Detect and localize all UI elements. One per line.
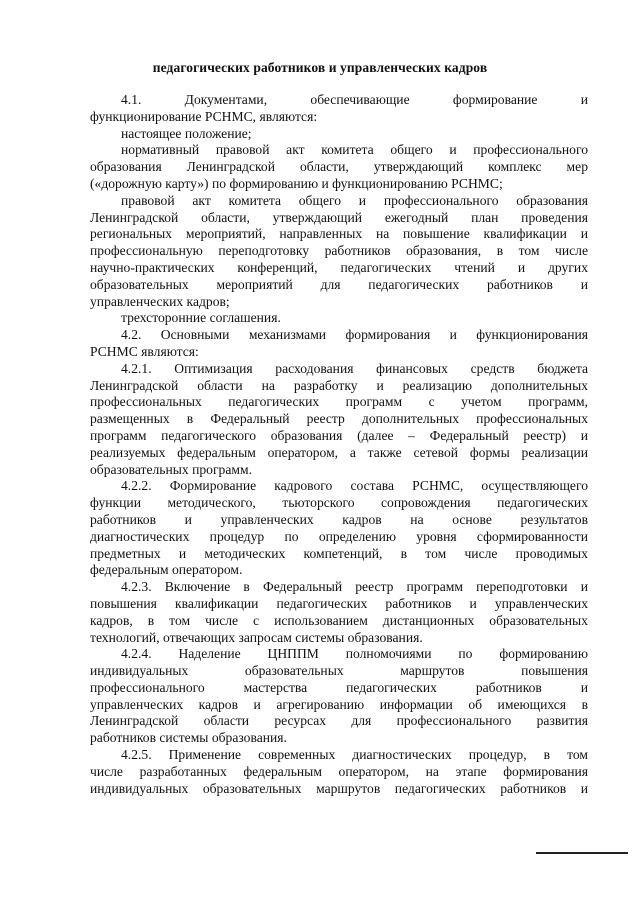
text-line: профессиональных педагогических программ с учетом программ,: [90, 394, 588, 410]
text-line: образовательных мероприятий для педагогических работников и: [90, 276, 588, 292]
text-line: технологий, отвечающих запросам системы образования.: [90, 629, 423, 645]
text-line: 4.2.3. Включение в Федеральный реестр программ переподготовки и: [121, 579, 588, 595]
document-body: [90, 92, 588, 797]
text-line: образовательных программ.: [90, 461, 252, 477]
text-line: управленческих кадров;: [90, 293, 230, 309]
text-line: трехсторонние соглашения.: [121, 310, 281, 326]
text-line: индивидуальных образовательных маршрутов повышения: [90, 663, 588, 679]
text-line: нормативный правовой акт комитета общего и профессионального: [121, 142, 588, 158]
text-line: управленческих кадров и агрегированию информации об имеющихся в: [90, 696, 588, 712]
text-line: предметных и методических компетенций, в том числе проводимых: [90, 545, 588, 561]
text-line: профессионального мастерства педагогических работников и: [90, 679, 588, 695]
text-line: настоящее положение;: [121, 125, 252, 141]
text-line: РСНМС являются:: [90, 343, 199, 359]
text-line: 4.2.2. Формирование кадрового состава РСНМС, осуществляющего: [121, 478, 588, 494]
text-line: федеральным оператором.: [90, 562, 243, 578]
text-line: программ педагогического образования (далее – Федеральный реестр) и: [90, 427, 588, 443]
text-line: функции методического, тьюторского сопровождения педагогических: [90, 495, 588, 511]
text-line: 4.1. Документами, обеспечивающие формирование и: [121, 92, 588, 107]
text-line: размещенных в Федеральный реестр дополнительных профессиональных: [90, 411, 588, 427]
text-line: образования Ленинградской области, утверждающий комплекс мер: [90, 159, 588, 175]
text-line: реализуемых федеральным оператором, а также сетевой формы реализации: [90, 444, 588, 460]
text-line: функционирование РСНМС, являются:: [90, 108, 318, 124]
text-line: правовой акт комитета общего и профессионального образования: [121, 192, 588, 208]
text-line: 4.2. Основными механизмами формирования и функционирования: [121, 327, 588, 343]
text-line: повышения квалификации педагогических работников и управленческих: [90, 595, 588, 611]
text-line: индивидуальных образовательных маршрутов педагогических работников и: [90, 780, 588, 796]
text-line: профессиональную переподготовку работников образования, в том числе: [90, 243, 588, 259]
text-line: 4.2.4. Наделение ЦНППМ полномочиями по формированию: [121, 646, 588, 662]
text-line: Ленинградской области ресурсах для профессионального развития: [90, 713, 588, 729]
text-line: числе разработанных федеральным оператором, на этапе формирования: [90, 763, 588, 779]
text-line: 4.2.5. Применение современных диагностических процедур, в том: [121, 747, 588, 763]
text-line: работников системы образования.: [90, 730, 287, 746]
section-heading: педагогических работников и управленческих кадров: [152, 60, 488, 75]
text-line: региональных мероприятий, направленных на повышение квалификации и: [90, 226, 588, 242]
text-line: диагностических процедур по определению уровня сформированности: [90, 528, 588, 544]
text-line: Ленинградской области на разработку и реализацию дополнительных: [90, 377, 588, 393]
footer-rule: [536, 852, 628, 854]
text-line: кадров, в том числе с использованием дистанционных образовательных: [90, 612, 588, 628]
text-line: 4.2.1. Оптимизация расходования финансовых средств бюджета: [121, 360, 588, 376]
text-line: Ленинградской области, утверждающий ежегодный план проведения: [90, 209, 588, 225]
text-line: («дорожную карту») по формированию и функционированию РСНМС;: [90, 175, 503, 191]
text-line: научно-практических конференций, педагогических чтений и других: [90, 259, 588, 275]
text-line: работников и управленческих кадров на основе результатов: [90, 511, 588, 527]
